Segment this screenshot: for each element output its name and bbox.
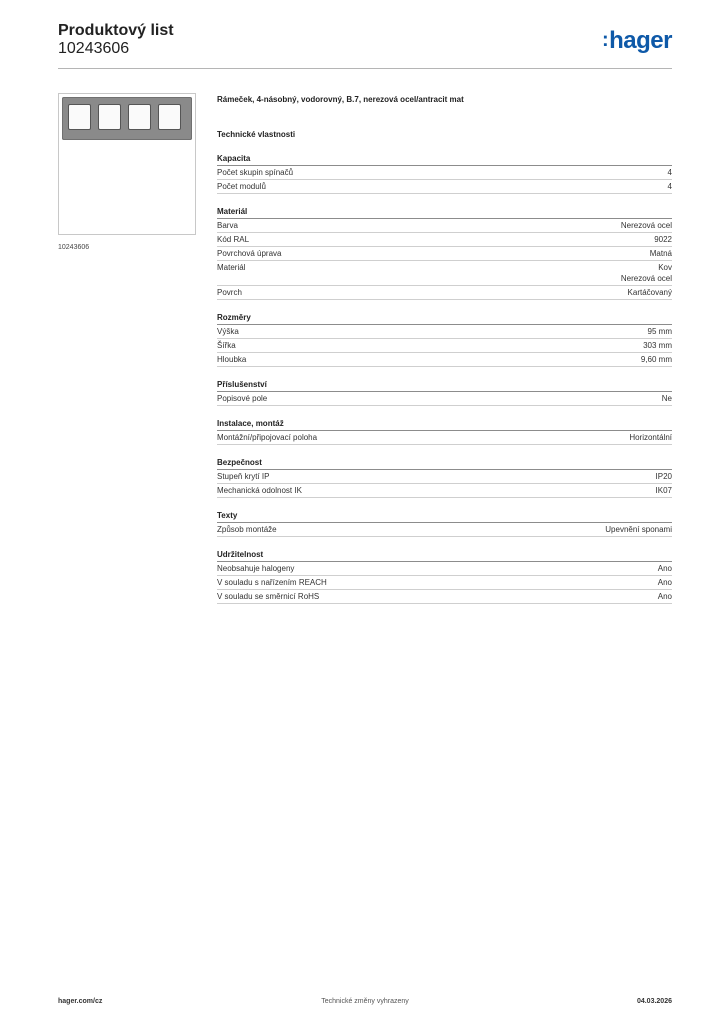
spec-label: Šířka [217, 341, 236, 350]
spec-label: Materiál [217, 263, 246, 272]
spec-row [217, 523, 672, 537]
product-number: 10243606 [58, 40, 130, 57]
spec-group-title: Kapacita [217, 153, 672, 166]
spec-value-line: IK07 [655, 486, 672, 495]
spec-label: Hloubka [217, 355, 247, 364]
spec-label: Způsob montáže [217, 525, 277, 534]
spec-row [217, 166, 672, 180]
header-divider [58, 68, 672, 69]
spec-group [217, 510, 672, 537]
spec-group [217, 549, 672, 604]
spec-row [217, 576, 672, 590]
spec-value-line: IP20 [655, 472, 672, 481]
spec-value-line: Ano [657, 578, 672, 587]
spec-label: Popisové pole [217, 394, 268, 403]
footer-disclaimer: Technické změny vyhrazeny [321, 998, 409, 1005]
spec-row [217, 590, 672, 604]
footer-website[interactable]: hager.com/cz [58, 998, 103, 1005]
spec-row [217, 484, 672, 498]
spec-value [621, 220, 672, 231]
spec-group-title: Texty [217, 510, 672, 523]
spec-label: Povrchová úprava [217, 249, 282, 258]
spec-value-line: Matná [649, 249, 672, 258]
spec-value-line: Ne [661, 394, 672, 403]
logo-text: hager [609, 27, 672, 54]
spec-label: Počet modulů [217, 182, 266, 191]
product-image [58, 93, 196, 235]
spec-group-title: Materiál [217, 206, 672, 219]
spec-row [217, 219, 672, 233]
spec-value [662, 393, 672, 404]
spec-value [668, 167, 672, 178]
spec-value-line: Upevnění sponami [605, 525, 672, 534]
spec-value-line: 303 mm [643, 341, 672, 350]
spec-value-line: 4 [667, 168, 672, 177]
spec-row [217, 233, 672, 247]
spec-row [217, 470, 672, 484]
spec-label: Barva [217, 221, 238, 230]
spec-group [217, 153, 672, 194]
spec-label: V souladu s nařízením REACH [217, 578, 327, 587]
spec-value-line: Kov [658, 263, 672, 272]
spec-value [605, 524, 672, 535]
spec-label: Výška [217, 327, 239, 336]
product-specs [217, 94, 672, 604]
spec-value-line: 4 [667, 182, 672, 191]
footer-date: 04.03.2026 [636, 998, 672, 1005]
spec-value-line: Ano [657, 564, 672, 573]
section-title: Technické vlastnosti [217, 130, 296, 139]
spec-row [217, 431, 672, 445]
spec-group [217, 418, 672, 445]
frame-slot [128, 104, 151, 130]
frame-slot [158, 104, 181, 130]
spec-group-title: Instalace, montáž [217, 418, 672, 431]
spec-group-title: Bezpečnost [217, 457, 672, 470]
spec-value [668, 181, 672, 192]
spec-value [628, 287, 672, 298]
spec-value [654, 234, 672, 245]
spec-value [629, 432, 672, 443]
spec-label: Neobsahuje halogeny [217, 564, 295, 573]
spec-value [641, 354, 672, 365]
spec-label: Počet skupin spínačů [217, 168, 294, 177]
spec-row [217, 247, 672, 261]
spec-row [217, 339, 672, 353]
spec-label: Povrch [217, 288, 242, 297]
spec-value [650, 248, 672, 259]
frame-picture [62, 97, 192, 140]
spec-label: Mechanická odolnost IK [217, 486, 302, 495]
spec-group [217, 206, 672, 300]
spec-value [648, 326, 672, 337]
spec-value-line: Ano [657, 592, 672, 601]
spec-value-line: Horizontální [629, 433, 672, 442]
spec-group [217, 312, 672, 367]
spec-value [656, 471, 672, 482]
spec-group [217, 457, 672, 498]
spec-value-line: Nerezová ocel [620, 221, 672, 230]
spec-row [217, 392, 672, 406]
spec-row [217, 353, 672, 367]
document-header [58, 22, 174, 58]
spec-value [658, 591, 672, 602]
spec-group-title: Příslušenství [217, 379, 672, 392]
spec-row [217, 261, 672, 286]
spec-groups [217, 153, 672, 604]
spec-group-title: Udržitelnost [217, 549, 672, 562]
spec-value-line: 95 mm [647, 327, 672, 336]
spec-label: Montážní/připojovací poloha [217, 433, 318, 442]
spec-row [217, 562, 672, 576]
spec-value-line: Nerezová ocel [620, 274, 672, 283]
spec-label: Kód RAL [217, 235, 250, 244]
frame-slot [98, 104, 121, 130]
spec-group-title: Rozměry [217, 312, 672, 325]
spec-row [217, 180, 672, 194]
spec-value [621, 262, 672, 284]
spec-label: Stupeň krytí IP [217, 472, 270, 481]
hager-logo: :hager [601, 27, 672, 54]
spec-value-line: Kartáčovaný [627, 288, 672, 297]
product-name: Rámeček, 4-násobný, vodorovný, B.7, nerezová ocel/antracit mat [217, 95, 464, 104]
spec-group [217, 379, 672, 406]
spec-value [643, 340, 672, 351]
spec-row [217, 286, 672, 300]
spec-value [658, 577, 672, 588]
document-title: Produktový list [58, 22, 174, 39]
frame-slot [68, 104, 91, 130]
spec-value [658, 563, 672, 574]
image-caption: 10243606 [58, 244, 90, 251]
spec-value-line: 9022 [654, 235, 672, 244]
spec-value-line: 9,60 mm [640, 355, 672, 364]
spec-label: V souladu se směrnicí RoHS [217, 592, 320, 601]
spec-value [656, 485, 672, 496]
spec-row [217, 325, 672, 339]
